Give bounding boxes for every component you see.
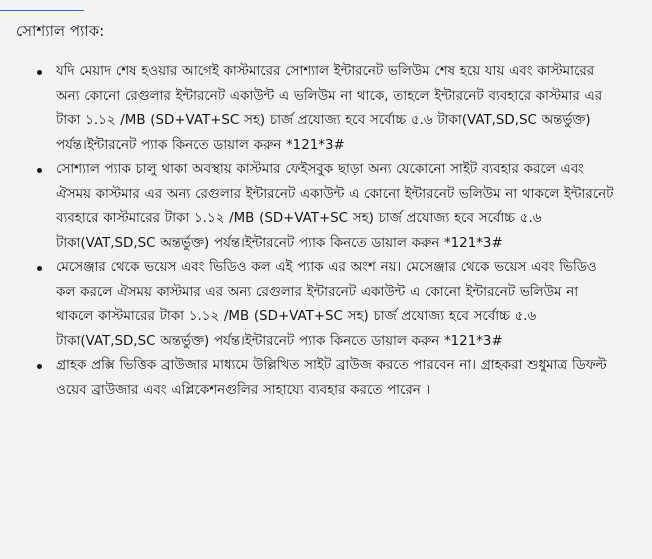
list-item (56, 158, 620, 256)
list-item-text: মেসেঞ্জার থেকে ভয়েস এবং ভিডিও কল এই প্যাক এর অংশ নয়। মেসেঞ্জার থেকে ভয়েস এবং ভিডিও কল করলে ঐসময় কাস্টমার এর অন্য রেগুলার ইন্টারনেট একাউন্ট এ কোনো ইন্টারনেট ভলিউম না থাকলে কাস্টমারের টাকা ১.১২ /MB (SD+VAT+SC সহ) চার্জ প্রযোজ্য হবে সর্বোচ্চ ৫.৬ টাকা(VAT,SD,SC অন্তর্ভুক্ত) পর্যন্ত।ইন্টারনেট প্যাক কিনতে ডায়াল করুন *121*3# (56, 260, 597, 349)
top-divider (0, 10, 84, 11)
terms-list (0, 60, 620, 403)
list-item (56, 60, 620, 158)
list-item (56, 354, 620, 403)
list-item-text: যদি মেয়াদ শেষ হওয়ার আগেই কাস্টমারের সোশ্যাল ইন্টারনেট ভলিউম শেষ হয়ে যায় এবং কাস্টমারের অন্য কোনো রেগুলার ইন্টারনেট একাউন্ট এ ভলিউম না থাকে, তাহলে ইন্টারনেট ব্যবহারে কাস্টমার এর টাকা ১.১২ /MB (SD+VAT+SC সহ) চার্জ প্রযোজ্য হবে সর্বোচ্চ ৫.৬ টাকা(VAT,SD,SC অন্তর্ভুক্ত) পর্যন্ত।ইন্টারনেট প্যাক কিনতে ডায়াল করুন *121*3# (56, 64, 603, 153)
bullet-icon (37, 168, 42, 173)
list-item-text: গ্রাহক প্রক্সি ভিত্তিক ব্রাউজার মাধ্যমে উল্লিখিত সাইট ব্রাউজ করতে পারবেন না। গ্রাহকরা শুধুমাত্র ডিফল্ট ওয়েব ব্রাউজার এবং এপ্লিকেশনগুলির সাহায্যে ব্যবহার করতে পারেন । (56, 358, 607, 398)
section-heading: সোশ্যাল প্যাক: (16, 22, 105, 40)
bullet-icon (37, 70, 42, 75)
list-item (56, 256, 620, 354)
bullet-icon (37, 266, 42, 271)
bullet-icon (37, 364, 42, 369)
list-item-text: সোশ্যাল প্যাক চালু থাকা অবস্থায় কাস্টমার ফেইসবুক ছাড়া অন্য যেকোনো সাইট ব্যবহার করলে এবং ঐসময় কাস্টমার এর অন্য রেগুলার ইন্টারনেট একাউন্ট এ কোনো ইন্টারনেট ভলিউম না থাকলে ইন্টারনেট ব্যবহারে কাস্টমারের টাকা ১.১২ /MB (SD+VAT+SC সহ) চার্জ প্রযোজ্য হবে সর্বোচ্চ ৫.৬ টাকা(VAT,SD,SC অন্তর্ভুক্ত) পর্যন্ত।ইন্টারনেট প্যাক কিনতে ডায়াল করুন *121*3# (56, 162, 614, 251)
